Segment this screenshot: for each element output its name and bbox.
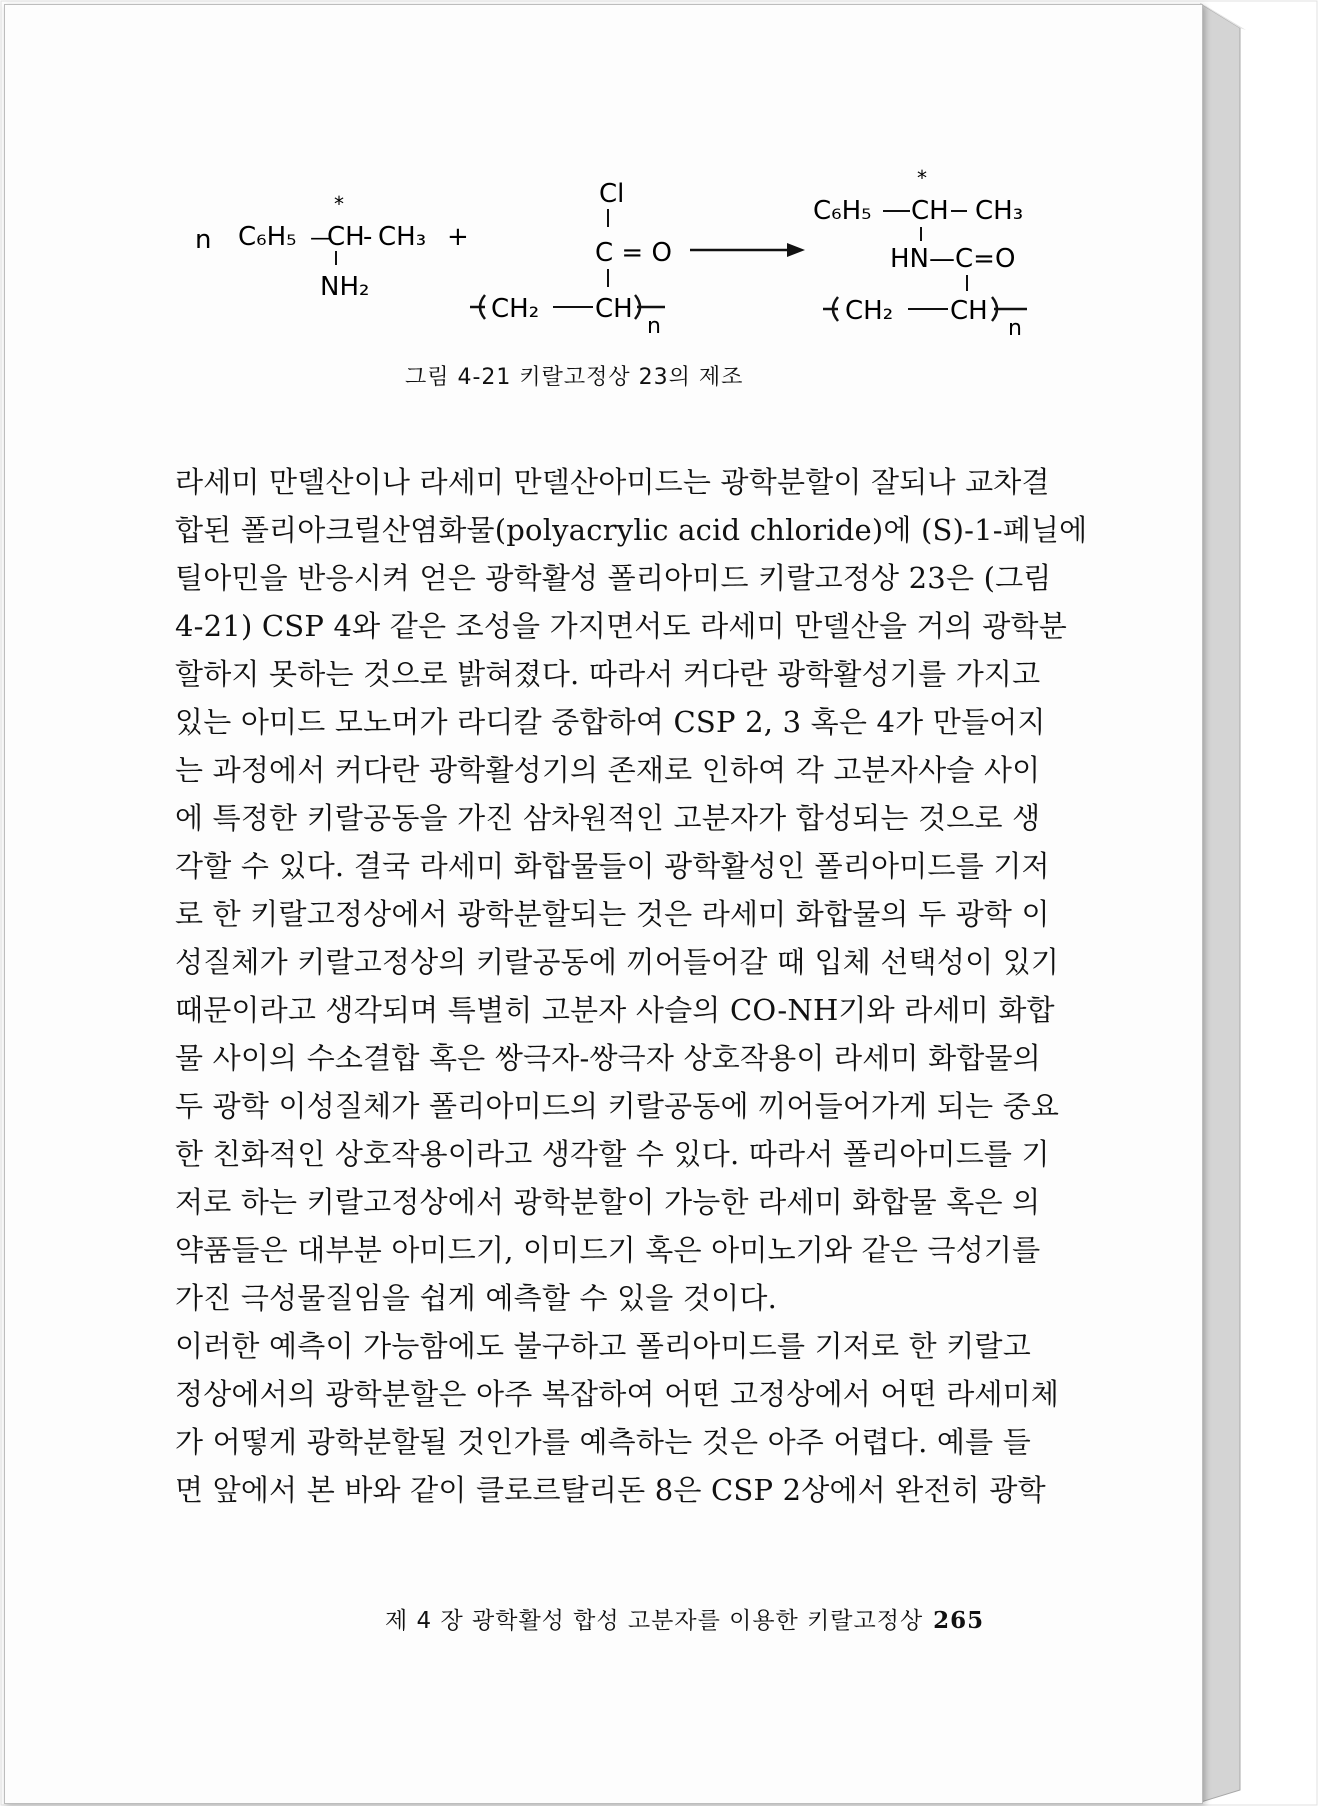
- text-line: 4-21) CSP 4와 같은 조성을 가지면서도 라세미 만델산을 거의 광학분: [175, 609, 1067, 643]
- text-line: 라세미 만델산이나 라세미 만델산아미드는 광학분할이 잘되나 교차결: [175, 465, 1050, 499]
- product-ch3: CH₃: [975, 196, 1024, 226]
- carbonyl: C = O: [595, 238, 672, 268]
- text-line: 약품들은 대부분 아미드기, 이미드기 혹은 아미노기와 같은 극성기를: [175, 1233, 1041, 1267]
- text-line: 가 어떻게 광학분할될 것인가를 예측하는 것은 아주 어렵다. 예를 들: [175, 1425, 1031, 1459]
- product-poly-ch: CH: [950, 296, 988, 326]
- figure-caption: 그림 4-21 키랄고정상 23의 제조: [405, 365, 744, 390]
- amine-dash1: —: [310, 226, 332, 251]
- text-line: 저로 하는 키랄고정상에서 광학분할이 가능한 라세미 화합물 혹은 의: [175, 1185, 1041, 1219]
- text-line: 면 앞에서 본 바와 같이 클로르탈리돈 8은 CSP 2상에서 완전히 광학: [175, 1473, 1046, 1507]
- text-line: 가진 극성물질임을 쉽게 예측할 수 있을 것이다.: [175, 1281, 777, 1315]
- product-poly-n: n: [1008, 316, 1022, 335]
- amine-phenyl: C₆H₅: [238, 222, 297, 252]
- poly-n: n: [647, 314, 661, 335]
- amine-ch: CH: [327, 222, 365, 252]
- book-page: [4, 4, 1203, 1804]
- amine-star: *: [334, 192, 344, 216]
- product-star: *: [917, 166, 927, 190]
- text-line: 정상에서의 광학분할은 아주 복잡하여 어떤 고정상에서 어떤 라세미체: [175, 1377, 1060, 1411]
- text-line: 에 특정한 키랄공동을 가진 삼차원적인 고분자가 합성되는 것으로 생: [175, 801, 1041, 835]
- page-number: 265: [933, 1607, 985, 1634]
- text-line: 때문이라고 생각되며 특별히 고분자 사슬의 CO-NH기와 라세미 화합: [175, 993, 1055, 1027]
- text-line: 한 친화적인 상호작용이라고 생각할 수 있다. 따라서 폴리아미드를 기: [175, 1137, 1050, 1171]
- n-prefix: n: [195, 225, 212, 255]
- product-amide: HN—C=O: [890, 244, 1016, 274]
- text-line: 틸아민을 반응시켜 얻은 광학활성 폴리아미드 키랄고정상 23은 (그림: [175, 561, 1052, 595]
- poly-ch: CH: [595, 294, 633, 324]
- text-line: 물 사이의 수소결합 혹은 쌍극자-쌍극자 상호작용이 라세미 화합물의: [175, 1041, 1041, 1075]
- text-line: 각할 수 있다. 결국 라세미 화합물들이 광학활성인 폴리아미드를 기저: [175, 849, 1050, 883]
- chloride: Cl: [599, 179, 625, 209]
- product-poly-ch2: CH₂: [845, 296, 894, 326]
- amine-dash2: -: [363, 222, 373, 252]
- chapter-title: 제 4 장 광학활성 합성 고분자를 이용한 키랄고정상: [385, 1608, 924, 1634]
- text-line: 있는 아미드 모노머가 라디칼 중합하여 CSP 2, 3 혹은 4가 만들어지: [175, 705, 1046, 739]
- text-line: 두 광학 이성질체가 폴리아미드의 키랄공동에 끼어들어가게 되는 중요: [175, 1089, 1060, 1123]
- text-line: 합된 폴리아크릴산염화물(polyacrylic acid chloride)에 (S)-1-페닐에: [175, 513, 1088, 547]
- text-line: 성질체가 키랄고정상의 키랄공동에 끼어들어갈 때 입체 선택성이 있기: [175, 945, 1060, 979]
- text-line: 로 한 키랄고정상에서 광학분할되는 것은 라세미 화합물의 두 광학 이: [175, 897, 1050, 931]
- reaction-scheme: [5, 5, 1202, 335]
- text-line: 는 과정에서 커다란 광학활성기의 존재로 인하여 각 고분자사슬 사이: [175, 753, 1041, 787]
- text-line: 할하지 못하는 것으로 밝혀졌다. 따라서 커다란 광학활성기를 가지고: [175, 657, 1041, 691]
- product-phenyl: C₆H₅: [813, 196, 872, 226]
- text-line: 이러한 예측이 가능함에도 불구하고 폴리아미드를 기저로 한 키랄고: [175, 1329, 1031, 1363]
- product-ch: CH: [911, 196, 949, 226]
- running-footer: [385, 1602, 1005, 1635]
- poly-ch2: CH₂: [491, 294, 540, 324]
- plus-sign: +: [447, 222, 469, 252]
- amine-nh2: NH₂: [320, 272, 370, 302]
- amine-ch3: CH₃: [378, 222, 427, 252]
